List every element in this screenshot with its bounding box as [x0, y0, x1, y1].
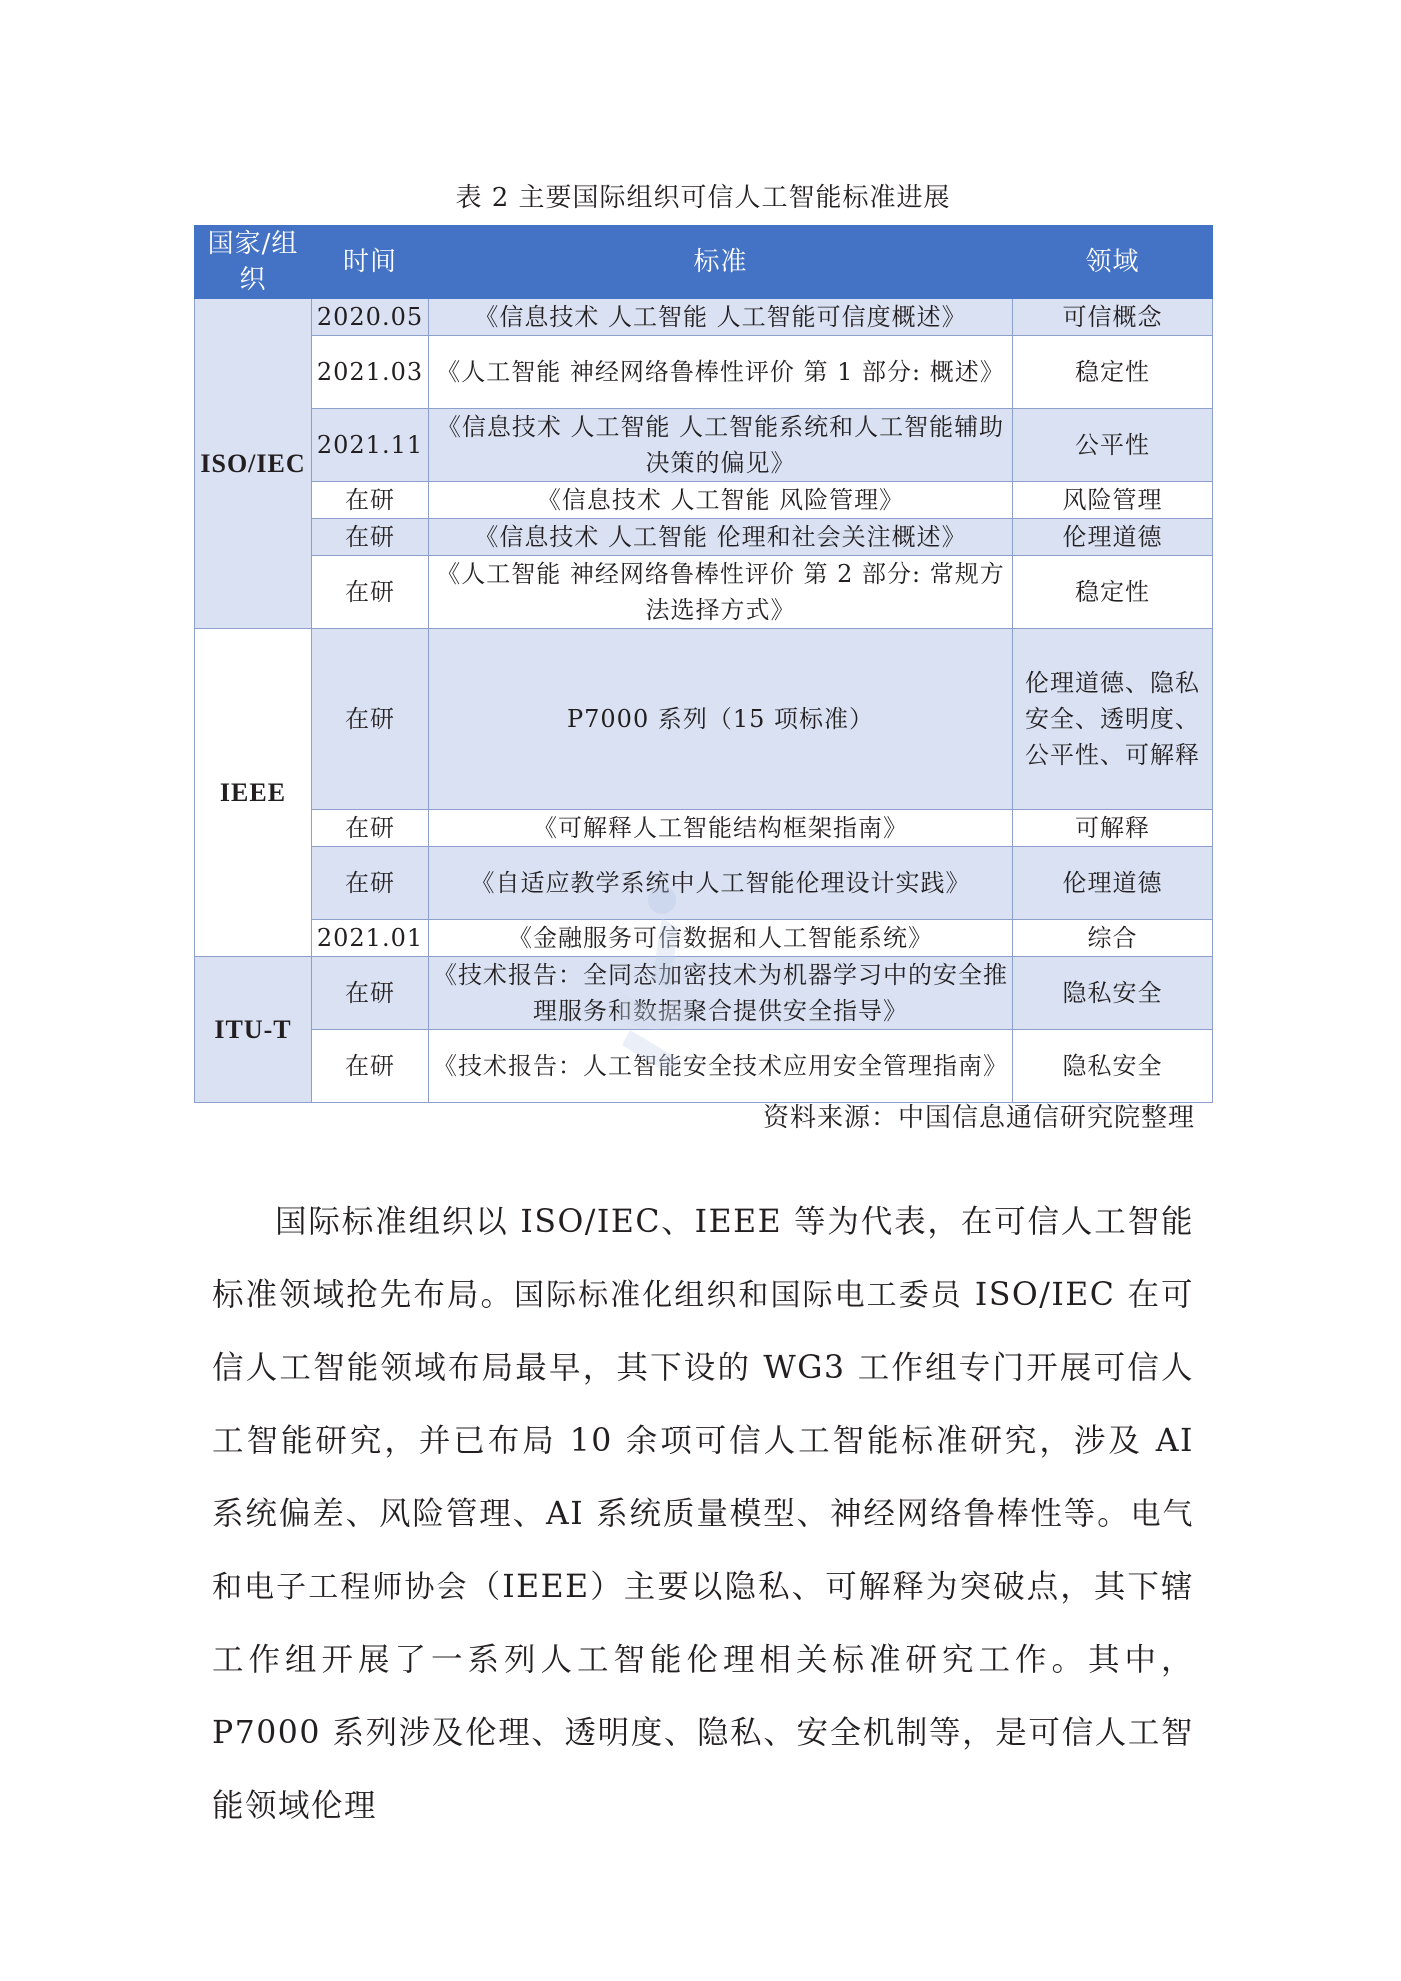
paragraph-sentence-3: （IEEE）主要以隐私、可解释为突破点，其下辖工作组开展了一系列人工智能伦理相关标准研究工作。其中，P7000 系列涉及伦理、透明度、隐私、安全机制等，是可信人工智能领域伦理 — [212, 1569, 1195, 1824]
time-cell: 在研 — [312, 810, 429, 847]
time-cell: 在研 — [312, 1030, 429, 1103]
field-cell: 综合 — [1013, 920, 1213, 957]
paragraph-sentence-1: 国际标准组织以 ISO/IEC、IEEE 等为代表，在可信人工智能标准领域抢先布局。 — [212, 1204, 1194, 1313]
body-paragraph — [212, 1186, 1194, 1843]
time-cell: 在研 — [312, 629, 429, 810]
table-row — [195, 519, 1213, 556]
table-row — [195, 556, 1213, 629]
field-cell: 伦理道德 — [1013, 847, 1213, 920]
highlight-ieee: 电气和电子工程师协会 — [212, 1497, 1194, 1605]
field-cell: 稳定性 — [1013, 556, 1213, 629]
table-row — [195, 409, 1213, 482]
field-cell: 伦理道德 — [1013, 519, 1213, 556]
paragraph-sentence-2: ISO/IEC 在可信人工智能领域布局最早，其下设的 WG3 工作组专门开展可信人工智能研究，并已布局 10 余项可信人工智能标准研究，涉及 AI 系统偏差、风险管理、AI 系统质量模型、神经网络鲁棒性等。 — [212, 1277, 1195, 1532]
standard-cell: 《技术报告：人工智能安全技术应用安全管理指南》 — [429, 1030, 1013, 1103]
table-row — [195, 629, 1213, 810]
standard-cell: P7000 系列（15 项标准） — [429, 629, 1013, 810]
table-header-row — [195, 226, 1213, 299]
org-cell: IEEE — [195, 629, 312, 957]
standard-cell: 《信息技术 人工智能 人工智能系统和人工智能辅助决策的偏见》 — [429, 409, 1013, 482]
standard-cell: 《人工智能 神经网络鲁棒性评价 第 2 部分: 常规方法选择方式》 — [429, 556, 1013, 629]
time-cell: 2021.03 — [312, 336, 429, 409]
table-row — [195, 482, 1213, 519]
table-row — [195, 810, 1213, 847]
highlight-iso-iec: 国际标准化组织和国际电工委员 — [514, 1278, 963, 1313]
field-cell: 风险管理 — [1013, 482, 1213, 519]
standard-cell: 《金融服务可信数据和人工智能系统》 — [429, 920, 1013, 957]
org-cell: ITU-T — [195, 957, 312, 1103]
time-cell: 在研 — [312, 957, 429, 1030]
standard-cell: 《人工智能 神经网络鲁棒性评价 第 1 部分: 概述》 — [429, 336, 1013, 409]
time-cell: 在研 — [312, 519, 429, 556]
time-cell: 在研 — [312, 847, 429, 920]
field-cell: 可信概念 — [1013, 299, 1213, 336]
header-standard: 标准 — [429, 226, 1013, 299]
field-cell: 隐私安全 — [1013, 957, 1213, 1030]
table-caption: 表 2 主要国际组织可信人工智能标准进展 — [455, 183, 951, 213]
watermark-logo-icon — [600, 870, 710, 1090]
standard-cell: 《信息技术 人工智能 风险管理》 — [429, 482, 1013, 519]
field-cell: 公平性 — [1013, 409, 1213, 482]
time-cell: 2020.05 — [312, 299, 429, 336]
field-cell: 伦理道德、隐私安全、透明度、公平性、可解释 — [1013, 629, 1213, 810]
header-org: 国家/组织 — [195, 226, 312, 299]
time-cell: 在研 — [312, 556, 429, 629]
standard-cell: 《技术报告：全同态加密技术为机器学习中的安全推理服务和数据聚合提供安全指导》 — [429, 957, 1013, 1030]
time-cell: 2021.01 — [312, 920, 429, 957]
header-time: 时间 — [312, 226, 429, 299]
time-cell: 在研 — [312, 482, 429, 519]
field-cell: 隐私安全 — [1013, 1030, 1213, 1103]
standard-cell: 《可解释人工智能结构框架指南》 — [429, 810, 1013, 847]
header-field: 领域 — [1013, 226, 1213, 299]
field-cell: 可解释 — [1013, 810, 1213, 847]
standard-cell: 《信息技术 人工智能 伦理和社会关注概述》 — [429, 519, 1013, 556]
table-source-note: 资料来源：中国信息通信研究院整理 — [762, 1103, 1195, 1133]
standard-cell: 《信息技术 人工智能 人工智能可信度概述》 — [429, 299, 1013, 336]
time-cell: 2021.11 — [312, 409, 429, 482]
field-cell: 稳定性 — [1013, 336, 1213, 409]
table-row — [195, 299, 1213, 336]
table-row — [195, 336, 1213, 409]
standard-cell: 《自适应教学系统中人工智能伦理设计实践》 — [429, 847, 1013, 920]
org-cell: ISO/IEC — [195, 299, 312, 629]
